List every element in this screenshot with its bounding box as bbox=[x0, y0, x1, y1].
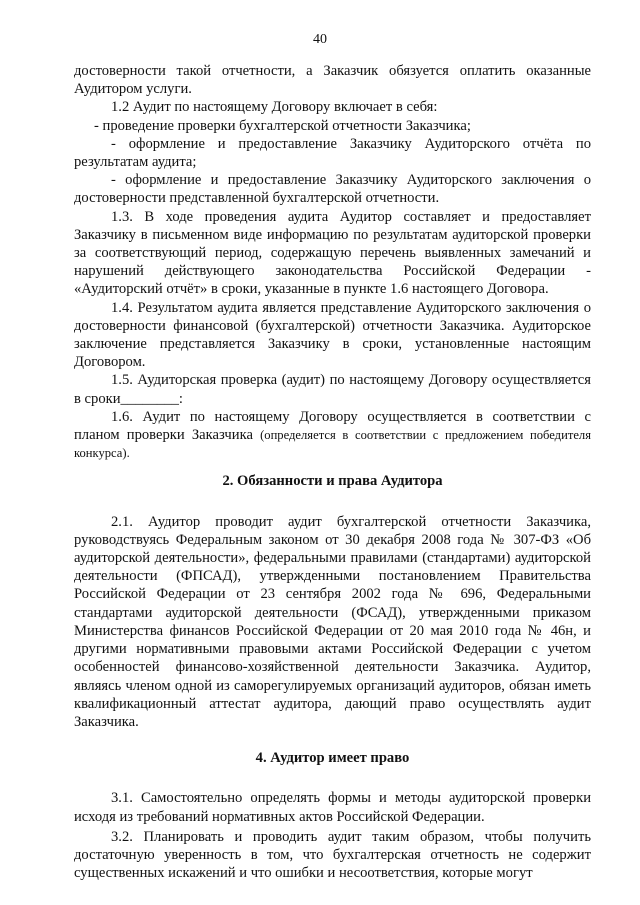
paragraph-3-1: 3.1. Самостоятельно определять формы и методы аудиторской проверки исходя из требований нормативных актов Российской Федерации. bbox=[74, 790, 591, 825]
paragraph-1-6-main: 1.6. Аудит по настоящему Договору осуществляется в соответствии с планом проверки Заказчика bbox=[74, 408, 591, 444]
section-2-heading: 2. Обязанности и права Аудитора bbox=[222, 473, 443, 490]
paragraph-2-1: 2.1. Аудитор проводит аудит бухгалтерской отчетности Заказчика, руководствуясь Федеральным законом от 30 декабря 2008 года № 307-ФЗ «Об аудиторской деятельности», федеральными правилами (стандартами) аудиторской деятельности (ФПСАД), утвержденными постановлением Правительства Российской Федерации от 23 сентября 2002 года № 696, Федеральными стандартами аудиторской деятельности (ФСАД), утвержденными приказом Министерства финансов Российской Федерации от 20 мая 2010 года № 46н, и другими нормативными правовыми актами Российской Федерации с учетом особенностей финансово-хозяйственной деятельности Заказчика. Аудитор, являясь членом одной из саморегулируемых организаций аудиторов, обязан иметь квалификационный аттестат аудитора, дающий право осуществлять аудит Заказчика. bbox=[74, 513, 591, 730]
document-body bbox=[74, 62, 591, 882]
paragraph-3-2: 3.2. Планировать и проводить аудит таким образом, чтобы получить достаточную уверенность в том, что бухгалтерская отчетность не содержит существенных искажений и что ошибки и несоответствия, которые могут bbox=[74, 828, 591, 882]
list-item-check: - проведение проверки бухгалтерской отчетности Заказчика; bbox=[94, 117, 471, 134]
paragraph-1-5: 1.5. Аудиторская проверка (аудит) по настоящему Договору осуществляется в сроки________: bbox=[74, 372, 591, 407]
paragraph-continuation: достоверности такой отчетности, а Заказчик обязуется оплатить оказанные Аудитором услуги. bbox=[74, 63, 591, 98]
paragraph-1-6-note: (определяется в соответствии с предложением победителя конкурса). bbox=[74, 428, 591, 461]
paragraph-1-2: 1.2 Аудит по настоящему Договору включает в себя: bbox=[111, 99, 438, 116]
section-4-heading: 4. Аудитор имеет право bbox=[255, 750, 410, 767]
list-item-conclusion: - оформление и предоставление Заказчику Аудиторского заключения о достоверности представленной бухгалтерской отчетности. bbox=[74, 172, 591, 207]
paragraph-1-4: 1.4. Результатом аудита является представление Аудиторского заключения о достоверности финансовой (бухгалтерской) отчетности Заказчика. Аудиторское заключение представляется Заказчику в сроки, установленные настоящим Договором. bbox=[74, 299, 591, 371]
page-number: 40 bbox=[313, 32, 327, 47]
paragraph-1-6 bbox=[74, 408, 591, 463]
list-item-report: - оформление и предоставление Заказчику Аудиторского отчёта по результатам аудита; bbox=[74, 135, 591, 171]
paragraph-1-3: 1.3. В ходе проведения аудита Аудитор составляет и предоставляет Заказчику в письменном виде информацию по результатам аудиторской проверки за соответствующий период, содержащую перечень выявленных замечаний и нарушений действующего законодательства Российской Федерации - «Аудиторский отчёт» в сроки, указанные в пункте 1.6 настоящего Договора. bbox=[74, 208, 591, 298]
